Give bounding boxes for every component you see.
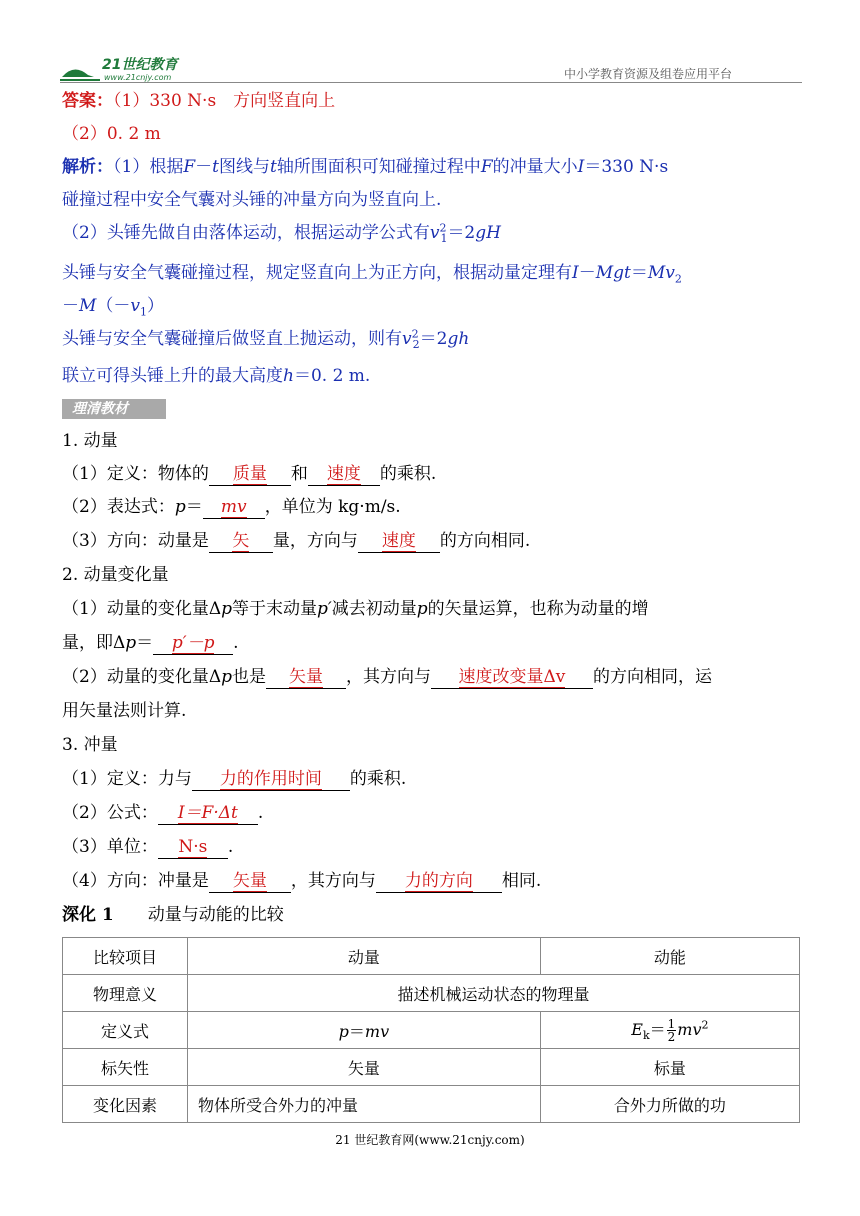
blank-impulse-formula: I＝F·Δt <box>158 802 258 825</box>
analysis-line-6: 头锤与安全气囊碰撞后做竖直上抛运动，则有$v^2_2=2gh$ <box>62 327 470 352</box>
s3-direction: （4）方向：冲量是 矢量 ，其方向与 力的方向 相同. <box>62 871 542 891</box>
s3-formula: （2）公式： I＝F·Δt . <box>62 803 264 823</box>
blank-vector-2: 矢量 <box>266 666 346 689</box>
blank-time: 力的作用时间 <box>192 768 350 791</box>
fraction: $\frac{1}{2}$ <box>667 1017 676 1044</box>
s2-line-1: （1）动量的变化量Δp等于末动量p′减去初动量p的矢量运算，也称为动量的增 <box>62 599 649 619</box>
deepen-title: 动量与动能的比较 <box>147 905 284 925</box>
table-row: 定义式 p＝mv $E_k=$ $\frac{1}{2}$ $mv^2$ <box>63 1012 800 1049</box>
deepen-label: 深化 1 <box>62 905 114 925</box>
s2-line-3: （2）动量的变化量Δp也是 矢量 ，其方向与 速度改变量Δv 的方向相同，运 <box>62 667 712 687</box>
s1-expression: （2）表达式：p＝ mv ，单位为 kg·m/s. <box>62 497 401 517</box>
blank-vector-3: 矢量 <box>209 870 291 893</box>
analysis-line-7: 联立可得头锤上升的最大高度h＝0. 2 m. <box>62 366 371 386</box>
blank-unit: N·s <box>158 836 228 859</box>
s3-title: 3. 冲量 <box>62 735 118 755</box>
table-row: 物理意义 描述机械运动状态的物理量 <box>63 975 800 1012</box>
answer-part1: （1）330 N·s 方向竖直向上 <box>113 91 336 111</box>
table-header: 动量 <box>188 938 541 975</box>
page-footer: 21 世纪教育网(www.21cnjy.com) <box>335 1133 525 1147</box>
blank-vector: 矢 <box>209 530 273 553</box>
answer-line-1 <box>62 90 335 112</box>
comparison-table <box>62 937 800 1123</box>
analysis-line-5: $-M(-v_1)$ <box>62 296 165 319</box>
analysis-line-2: 碰撞过程中安全气囊对头锤的冲量方向为竖直向上. <box>62 190 442 210</box>
svg-text:21世纪教育: 21世纪教育 <box>102 57 178 73</box>
s1-title: 1. 动量 <box>62 431 118 451</box>
table-row: 变化因素 物体所受合外力的冲量 合外力所做的功 <box>63 1086 800 1123</box>
analysis-line-4: 头锤与安全气囊碰撞过程，规定竖直向上为正方向，根据动量定理有$I-Mgt=Mv_2$ <box>62 263 682 286</box>
21cnjy-logo <box>60 55 220 83</box>
answer-label: 答案： <box>62 91 113 111</box>
blank-dp: p′－p <box>153 632 233 655</box>
section-tag: 理清教材 <box>62 399 166 419</box>
blank-mv: mv <box>203 496 265 519</box>
table-row: 标矢性 矢量 标量 <box>63 1049 800 1086</box>
deepen-heading <box>62 904 284 926</box>
platform-name: 中小学教育资源及组卷应用平台 <box>563 67 732 81</box>
analysis-line-3: （2）头锤先做自由落体运动，根据运动学公式有$v^2_1=2gH$ <box>62 221 501 246</box>
svg-text:www.21cnjy.com: www.21cnjy.com <box>104 73 172 82</box>
s2-line-4: 用矢量法则计算. <box>62 701 187 721</box>
s1-direction: （3）方向：动量是 矢 量，方向与 速度 的方向相同. <box>62 531 531 551</box>
s3-definition: （1）定义：力与 力的作用时间 的乘积. <box>62 769 407 789</box>
analysis-line-1: 解析：（1）根据F－t图线与t轴所围面积可知碰撞过程中F的冲量大小I＝330 N·s <box>62 157 669 177</box>
table-header: 比较项目 <box>63 938 188 975</box>
blank-dv: 速度改变量Δv <box>431 666 593 689</box>
blank-velocity: 速度 <box>308 463 380 486</box>
blank-force-direction: 力的方向 <box>376 870 502 893</box>
header-divider <box>60 82 802 83</box>
table-row <box>63 938 800 975</box>
blank-mass: 质量 <box>209 463 291 486</box>
page-header <box>60 52 802 84</box>
s2-title: 2. 动量变化量 <box>62 565 169 585</box>
s3-unit: （3）单位： N·s . <box>62 837 234 857</box>
s2-line-2: 量，即Δp＝ p′－p . <box>62 633 239 653</box>
table-header: 动能 <box>540 938 799 975</box>
s1-definition: （1）定义：物体的 质量 和 速度 的乘积. <box>62 464 437 484</box>
blank-velocity-2: 速度 <box>358 530 440 553</box>
answer-line-2: （2）0. 2 m <box>62 124 161 144</box>
